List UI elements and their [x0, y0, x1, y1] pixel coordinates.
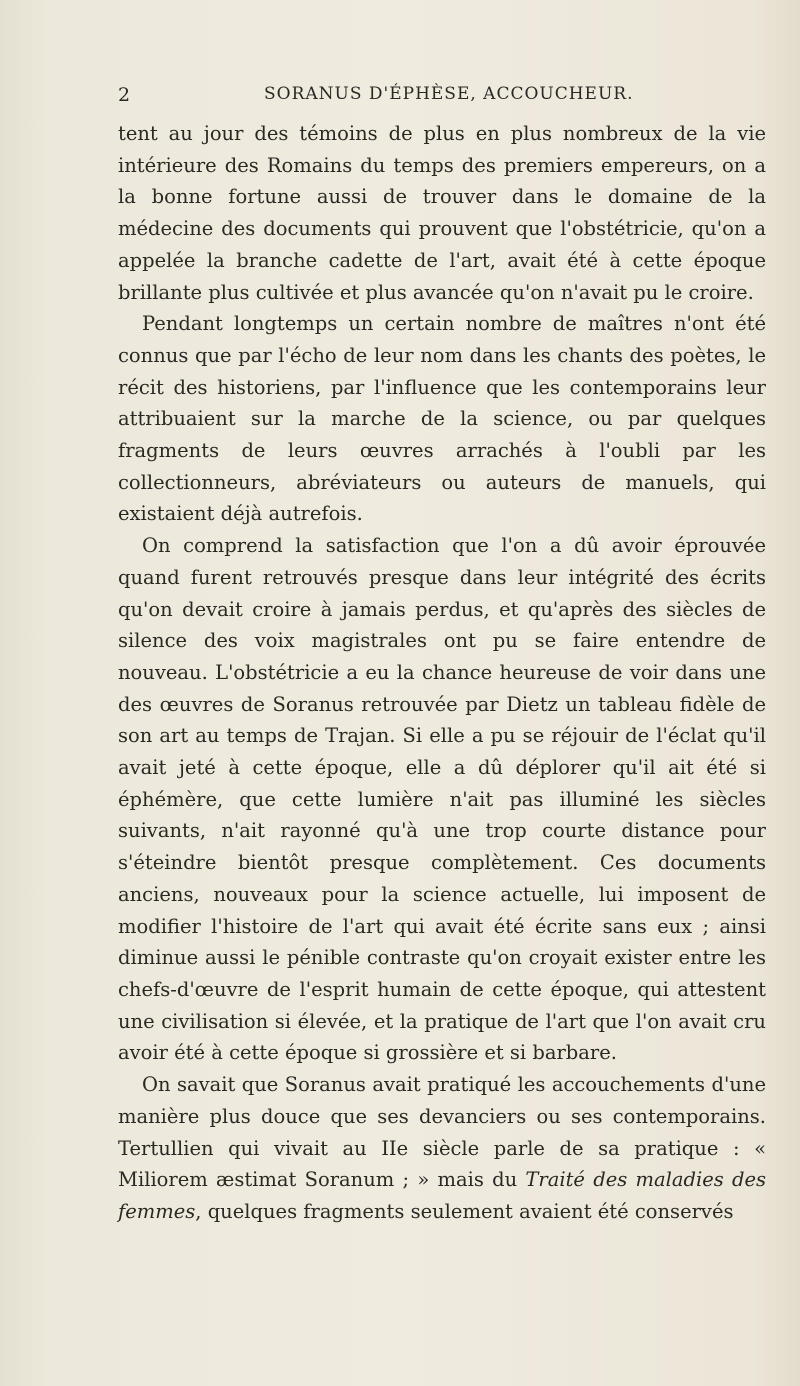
page-header [118, 84, 778, 114]
running-head: SORANUS D'ÉPHÈSE, ACCOUCHEUR. [264, 84, 634, 104]
paragraph-last [118, 1069, 766, 1228]
paragraph-continued: tent au jour des témoins de plus en plus nombreux de la vie intérieure des Romains du temps des premiers empereurs, on a la bonne fortune aussi de trouver dans le domaine de la médecine des documents qui prouvent que l'obstétricie, qu'on a appelée la branche cadette de l'art, avait été à cette époque brillante plus cultivée et plus avancée qu'on n'avait pu le croire. [118, 122, 766, 304]
book-title: Traité des maladies des femmes [118, 1168, 767, 1223]
paragraph: Pendant longtemps un certain nombre de maîtres n'ont été connus que par l'écho de leur nom dans les chants des poètes, le récit des historiens, par l'influence que les contemporains leur attribuaient sur la marche de la science, ou par quelques fragments de leurs œuvres arrachés à l'oubli par les collectionneurs, abréviateurs ou auteurs de manuels, qui existaient déjà autrefois. [118, 312, 766, 526]
text-run: On savait que Soranus avait pratiqué les accouchements d'une manière plus douce que ses devanciers ou ses contemporains. Tertullien qui vivait au IIe siècle parle de sa pratique : « Miliorem æstimat Soranum ; » mais du [118, 1073, 766, 1192]
page-number: 2 [118, 84, 131, 106]
text-run: , quelques fragments seulement avaient été conservés [195, 1199, 734, 1223]
body-text [118, 118, 766, 1228]
paragraph: On comprend la satisfaction que l'on a dû avoir éprouvée quand furent retrouvés presque dans leur intégrité des écrits qu'on devait croire à jamais perdus, et qu'après des siècles de silence des voix magistrales ont pu se faire entendre de nouveau. L'obstétricie a eu la chance heureuse de voir dans une des œuvres de Soranus retrouvée par Dietz un tableau fidèle de son art au temps de Trajan. Si elle a pu se réjouir de l'éclat qu'il avait jeté à cette époque, elle a dû déplorer qu'il ait été si éphémère, que cette lumière n'ait pas illuminé les siècles suivants, n'ait rayonné qu'à une trop courte distance pour s'éteindre bientôt presque complètement. Ces documents anciens, nouveaux pour la science actuelle, lui imposent de modifier l'histoire de l'art qui avait été écrite sans eux ; ainsi diminue aussi le pénible contraste qu'on croyait exister entre les chefs-d'œuvre de l'esprit humain de cette époque, qui attestent une civilisation si élevée, et la pratique de l'art que l'on avait cru avoir été à cette époque si grossière et si barbare. [118, 534, 766, 1065]
